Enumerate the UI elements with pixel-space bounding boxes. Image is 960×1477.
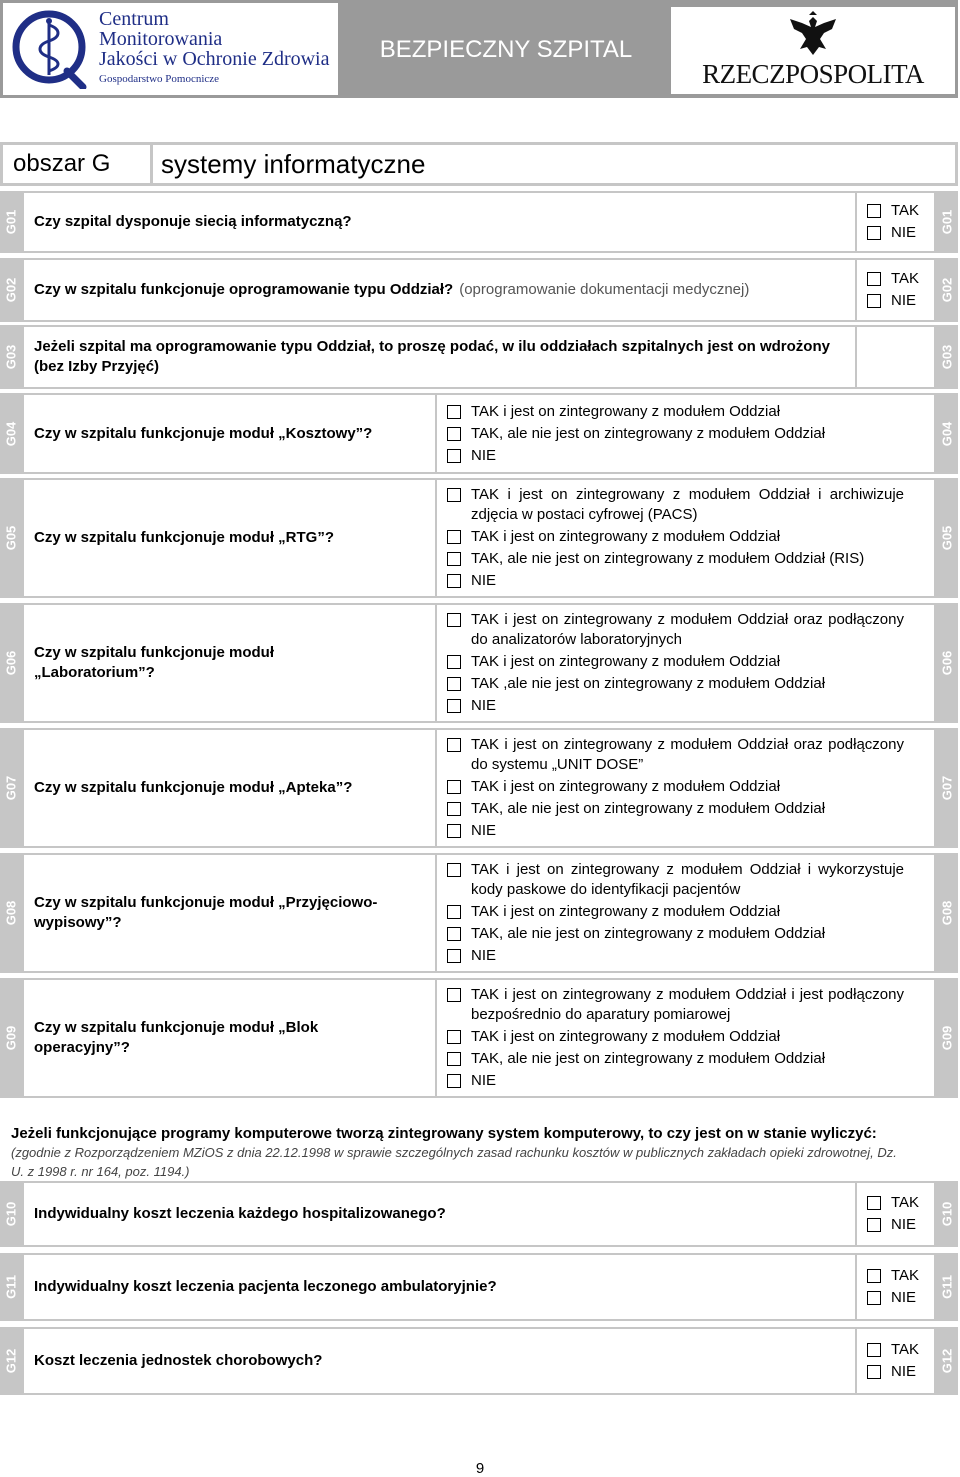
logo-subtitle: Gospodarstwo Pomocnicze <box>99 73 220 85</box>
option[interactable]: TAK i jest on zintegrowany z modułem Oddział <box>447 902 904 922</box>
checkbox[interactable] <box>867 1365 881 1379</box>
answer-options <box>857 260 934 320</box>
section-title: systemy informatyczne <box>153 145 955 183</box>
option-nie[interactable]: NIE <box>867 223 934 243</box>
checkbox[interactable] <box>447 677 461 691</box>
option-tak[interactable]: TAK <box>867 1340 934 1360</box>
question-row-g05 <box>0 478 958 598</box>
row-code-left: G07 <box>3 775 19 801</box>
checkbox[interactable] <box>447 824 461 838</box>
checkbox[interactable] <box>447 699 461 713</box>
checkbox[interactable] <box>447 988 461 1002</box>
question-text: Czy szpital dysponuje siecią informatyczną? <box>24 193 855 251</box>
question-row-g02 <box>0 258 958 322</box>
answer-options <box>437 480 934 596</box>
row-code-left: G10 <box>3 1201 19 1227</box>
option[interactable]: TAK i jest on zintegrowany z modułem Oddział <box>447 402 904 422</box>
checkbox[interactable] <box>447 780 461 794</box>
checkbox[interactable] <box>447 427 461 441</box>
caduceus-logo-icon <box>9 9 89 89</box>
checkbox[interactable] <box>867 294 881 308</box>
question-row-g10 <box>0 1181 958 1247</box>
question-text: Czy w szpitalu funkcjonuje moduł „RTG”? <box>24 480 435 596</box>
row-code-left: G02 <box>3 277 19 303</box>
row-code-left: G12 <box>3 1348 19 1374</box>
checkbox[interactable] <box>867 1269 881 1283</box>
question-text: Czy w szpitalu funkcjonuje moduł „Kosztowy”? <box>24 395 435 472</box>
checkbox[interactable] <box>447 1074 461 1088</box>
option-nie[interactable]: NIE <box>447 821 904 841</box>
answer-options <box>437 730 934 846</box>
option-nie[interactable]: NIE <box>447 946 904 966</box>
row-code-left: G11 <box>3 1275 19 1299</box>
answer-options <box>857 193 934 251</box>
row-code-right: G10 <box>939 1201 955 1227</box>
checkbox[interactable] <box>867 1196 881 1210</box>
question-row-g06 <box>0 603 958 723</box>
row-code-right: G11 <box>939 1275 955 1299</box>
option[interactable]: TAK, ale nie jest on zintegrowany z modułem Oddział <box>447 924 904 944</box>
checkbox[interactable] <box>867 1291 881 1305</box>
row-code-left: G03 <box>3 344 19 370</box>
question-text: Indywidualny koszt leczenia każdego hospitalizowanego? <box>24 1183 855 1245</box>
checkbox[interactable] <box>447 405 461 419</box>
row-code-right: G06 <box>939 650 955 676</box>
logo-line-1: Centrum <box>99 8 169 30</box>
row-code-left: G06 <box>3 650 19 676</box>
option-tak[interactable]: TAK <box>867 1193 934 1213</box>
option-nie[interactable]: NIE <box>447 696 904 716</box>
row-code-right: G12 <box>939 1348 955 1374</box>
checkbox[interactable] <box>447 905 461 919</box>
option-nie[interactable]: NIE <box>867 1362 934 1382</box>
option[interactable]: TAK, ale nie jest on zintegrowany z modułem Oddział <box>447 424 904 444</box>
row-code-right: G08 <box>939 900 955 926</box>
answer-options <box>437 395 934 472</box>
checkbox[interactable] <box>447 802 461 816</box>
row-code-right: G01 <box>939 209 955 235</box>
logo-line-2: Monitorowania <box>99 28 223 50</box>
row-code-left: G04 <box>3 421 19 446</box>
option[interactable]: TAK, ale nie jest on zintegrowany z modułem Oddział <box>447 1049 904 1069</box>
row-code-left: G09 <box>3 1025 19 1051</box>
checkbox[interactable] <box>447 449 461 463</box>
question-row-g11 <box>0 1253 958 1321</box>
document-title: BEZPIECZNY SZPITAL <box>379 36 633 63</box>
checkbox[interactable] <box>447 488 461 502</box>
question-text: Czy w szpitalu funkcjonuje moduł „Przyjęciowo-wypisowy”? <box>24 855 435 971</box>
row-code-right: G05 <box>939 525 955 551</box>
eagle-icon <box>786 11 840 57</box>
checkbox[interactable] <box>447 530 461 544</box>
row-code-right: G04 <box>939 421 955 446</box>
option-tak[interactable]: TAK <box>867 201 934 221</box>
option-nie[interactable]: NIE <box>447 571 904 591</box>
answer-options <box>857 1329 934 1393</box>
cmj-logo <box>3 3 338 95</box>
intro-question: Jeżeli funkcjonujące programy komputerowe tworzą zintegrowany system komputerowy, to czy jest on w stanie wyliczyć: <box>11 1125 877 1142</box>
checkbox[interactable] <box>447 613 461 627</box>
logo-line-3: Jakości w Ochronie Zdrowia <box>99 48 330 70</box>
question-text: Czy w szpitalu funkcjonuje oprogramowanie typu Oddział? (oprogramowanie dokumentacji medycznej) <box>24 260 855 320</box>
option[interactable]: TAK i jest on zintegrowany z modułem Oddział <box>447 1027 904 1047</box>
option[interactable]: TAK ,ale nie jest on zintegrowany z modułem Oddział <box>447 674 904 694</box>
question-text: Czy w szpitalu funkcjonuje moduł „Blok operacyjny”? <box>24 980 435 1096</box>
option-nie[interactable]: NIE <box>867 291 934 311</box>
row-code-left: G01 <box>3 209 19 235</box>
checkbox[interactable] <box>867 272 881 286</box>
option-nie[interactable]: NIE <box>867 1215 934 1235</box>
checkbox[interactable] <box>447 1030 461 1044</box>
checkbox[interactable] <box>447 552 461 566</box>
option[interactable]: TAK i jest on zintegrowany z modułem Oddział i jest podłączony bezpośrednio do aparatury pomiarowej <box>447 985 904 1025</box>
row-code-left: G08 <box>3 900 19 926</box>
section-header <box>0 142 958 186</box>
page-number: 9 <box>475 1460 485 1477</box>
checkbox[interactable] <box>447 863 461 877</box>
answer-options <box>437 605 934 721</box>
question-row-g04 <box>0 393 958 474</box>
option[interactable]: TAK i jest on zintegrowany z modułem Oddział <box>447 527 904 547</box>
question-row-g12 <box>0 1327 958 1395</box>
row-code-right: G03 <box>939 344 955 370</box>
checkbox[interactable] <box>447 1052 461 1066</box>
checkbox[interactable] <box>447 738 461 752</box>
checkbox[interactable] <box>447 655 461 669</box>
question-row-g07 <box>0 728 958 848</box>
question-text: Czy w szpitalu funkcjonuje moduł „Apteka”? <box>24 730 435 846</box>
option[interactable]: TAK, ale nie jest on zintegrowany z modułem Oddział <box>447 799 904 819</box>
section-code: obszar G <box>3 145 150 183</box>
option-tak[interactable]: TAK <box>867 269 934 289</box>
checkbox[interactable] <box>867 1343 881 1357</box>
option[interactable]: TAK i jest on zintegrowany z modułem Oddział <box>447 652 904 672</box>
option[interactable]: TAK i jest on zintegrowany z modułem Oddział i archiwizuje zdjęcia w postaci cyfrowej (PACS) <box>447 485 904 525</box>
checkbox[interactable] <box>867 1218 881 1232</box>
checkbox[interactable] <box>447 949 461 963</box>
option-nie[interactable]: NIE <box>867 1288 934 1308</box>
option-nie[interactable]: NIE <box>447 446 904 466</box>
row-code-left: G05 <box>3 525 19 551</box>
rzeczpospolita-wordmark: RZECZPOSPOLITA <box>702 59 924 89</box>
option[interactable]: TAK, ale nie jest on zintegrowany z modułem Oddział (RIS) <box>447 549 904 569</box>
page-header <box>0 0 958 98</box>
question-text: Czy w szpitalu funkcjonuje moduł „Laboratorium”? <box>24 605 435 721</box>
option[interactable]: TAK i jest on zintegrowany z modułem Oddział oraz podłączony do systemu „UNIT DOSE” <box>447 735 904 775</box>
answer-options <box>437 855 934 971</box>
option[interactable]: TAK i jest on zintegrowany z modułem Oddział i wykorzystuje kody paskowe do identyfikacji pacjentów <box>447 860 904 900</box>
checkbox[interactable] <box>867 204 881 218</box>
question-text: Indywidualny koszt leczenia pacjenta leczonego ambulatoryjnie? <box>24 1255 855 1319</box>
answer-options <box>857 1183 934 1245</box>
intro-reference: (zgodnie z Rozporządzeniem MZiOS z dnia 22.12.1998 w sprawie szczególnych zasad rachunku kosztów w publicznych zakładach opieki zdrowotnej, Dz. U. z 1998 r. nr 164, poz. 1194.) <box>11 1145 897 1179</box>
question-row-g09 <box>0 978 958 1098</box>
question-row-g08 <box>0 853 958 973</box>
answer-options <box>857 1255 934 1319</box>
question-row-g01 <box>0 191 958 253</box>
checkbox[interactable] <box>447 574 461 588</box>
option-tak[interactable]: TAK <box>867 1266 934 1286</box>
row-code-right: G09 <box>939 1025 955 1051</box>
rzeczpospolita-logo <box>671 7 955 94</box>
option[interactable]: TAK i jest on zintegrowany z modułem Oddział oraz podłączony do analizatorów laboratoryjnych <box>447 610 904 650</box>
answer-input-field[interactable] <box>857 327 934 387</box>
row-code-right: G07 <box>939 775 955 801</box>
cost-section-intro <box>11 1124 911 1181</box>
answer-options <box>437 980 934 1096</box>
option-nie[interactable]: NIE <box>447 1071 904 1091</box>
question-text: Koszt leczenia jednostek chorobowych? <box>24 1329 855 1393</box>
question-row-g03 <box>0 325 958 389</box>
row-code-right: G02 <box>939 277 955 303</box>
question-note: (oprogramowanie dokumentacji medycznej) <box>459 281 750 298</box>
option[interactable]: TAK i jest on zintegrowany z modułem Oddział <box>447 777 904 797</box>
checkbox[interactable] <box>867 226 881 240</box>
question-text: Jeżeli szpital ma oprogramowanie typu Oddział, to proszę podać, w ilu oddziałach szpitalnych jest on wdrożony (bez Izby Przyjęć) <box>24 327 855 387</box>
checkbox[interactable] <box>447 927 461 941</box>
